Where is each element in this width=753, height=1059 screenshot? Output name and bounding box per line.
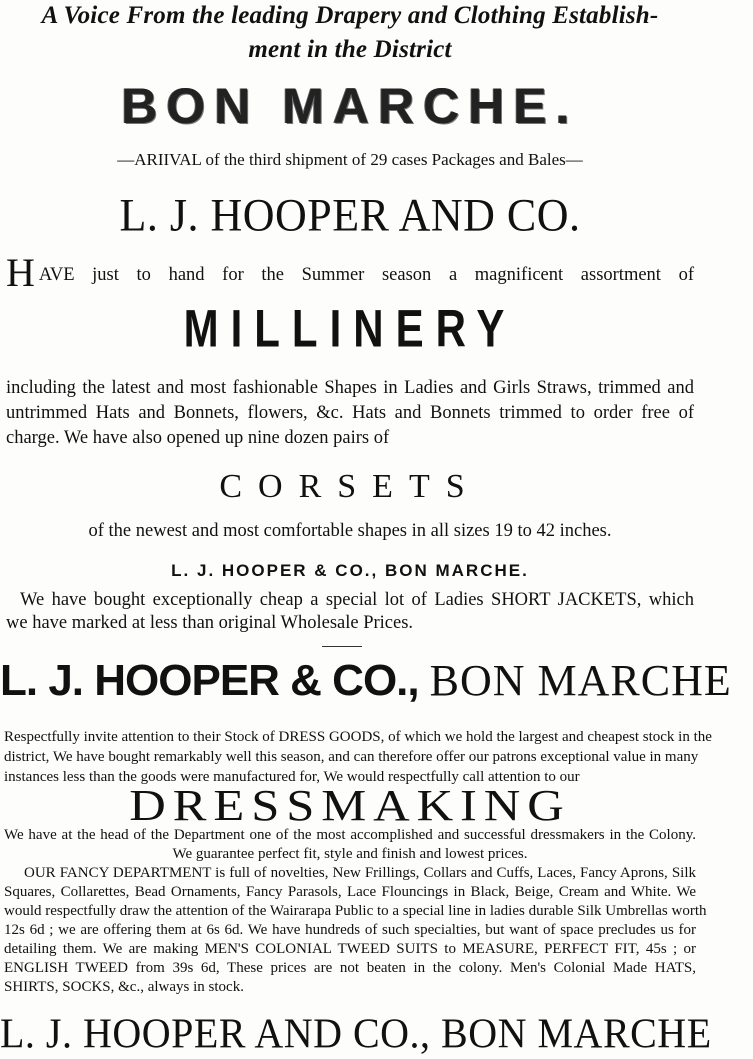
corsets-heading: CORSETS xyxy=(219,468,481,505)
arrival-notice: —ARIIVAL of the third shipment of 29 cases Packages and Bales— xyxy=(117,150,583,169)
headline-line-2: ment in the District xyxy=(248,36,452,63)
firm-name-bold: L. J. HOOPER & CO., xyxy=(0,656,419,705)
millinery-heading: MILLINERY xyxy=(183,299,517,358)
millinery-text-line: charge. We have also opened up nine dozen pairs of xyxy=(6,428,390,448)
fancy-dept-line: OUR FANCY DEPARTMENT is full of novelties, New Frillings, Collars and Cuffs, Laces, Fancy Aprons, Silk xyxy=(24,865,696,881)
fancy-dept-line: would respectfully draw the attention of the Wairarapa Public to a special line in ladies durable Silk Umbrellas worth xyxy=(4,903,707,919)
intro-text: AVE just to hand for the Summer season a magnificent assortment of xyxy=(38,265,694,285)
fancy-dept-line: Squares, Collarettes, Bead Ornaments, Fancy Parasols, Lace Flouncings in Black, Beige, Cream and White. We xyxy=(4,884,696,900)
dressmaking-text-line: We have at the head of the Department one of the most accomplished and successful dressmakers in the Colony. xyxy=(4,827,696,843)
divider-rule xyxy=(322,646,362,647)
store-name-light: BON MARCHE xyxy=(429,656,732,705)
store-name-banner: BON MARCHE. xyxy=(121,78,579,134)
jackets-text-line: We have bought exceptionally cheap a special lot of Ladies SHORT JACKETS, which xyxy=(20,590,694,610)
corsets-text: of the newest and most comfortable shapes in all sizes 19 to 42 inches. xyxy=(88,521,612,541)
fancy-dept-line: ENGLISH TWEED from 39s 6d, These prices are not beaten in the colony. Men's Colonial Made HATS, xyxy=(4,960,696,976)
drop-cap: H xyxy=(6,250,35,295)
millinery-text-line: untrimmed Hats and Bonnets, flowers, &c. Hats and Bonnets trimmed to order free of xyxy=(6,403,694,423)
millinery-text-line: including the latest and most fashionable Shapes in Ladies and Girls Straws, trimmed and xyxy=(6,378,694,398)
firm-name-heading: L. J. HOOPER AND CO. xyxy=(119,189,581,242)
firm-name-mixed-heading xyxy=(0,656,732,706)
dress-goods-line: district, We have bought remarkably well this season, and can therefore offer our patrons exceptional value in many xyxy=(4,749,699,765)
fancy-dept-line: 12s 6d ; we are offering them at 6s 6d. We have hundreds of such specialties, but want of space precludes us for xyxy=(4,922,696,938)
dressmaking-text-line: We guarantee perfect fit, style and finish and lowest prices. xyxy=(172,846,528,862)
footer-firm-name: L. J. HOOPER AND CO., BON MARCHE xyxy=(0,1009,712,1058)
dress-goods-line: instances less than the goods were manufactured for, We would respectfully call attention to our xyxy=(4,769,580,785)
dressmaking-heading: DRESSMAKING xyxy=(129,781,571,830)
fancy-dept-line: SHIRTS, SOCKS, &c., always in stock. xyxy=(4,979,244,995)
firm-banner: L. J. HOOPER & CO., BON MARCHE. xyxy=(171,561,529,580)
fancy-dept-line: detailing them. We are making MEN'S COLONIAL TWEED SUITS to MEASURE, PERFECT FIT, 45s ; or xyxy=(4,941,696,957)
headline-line-1: A Voice From the leading Drapery and Clothing Establish- xyxy=(41,2,659,29)
intro-line xyxy=(0,250,700,295)
dress-goods-line: Respectfully invite attention to their Stock of DRESS GOODS, of which we hold the largest and cheapest stock in the xyxy=(4,729,712,745)
jackets-text-line: we have marked at less than original Wholesale Prices. xyxy=(6,613,414,633)
